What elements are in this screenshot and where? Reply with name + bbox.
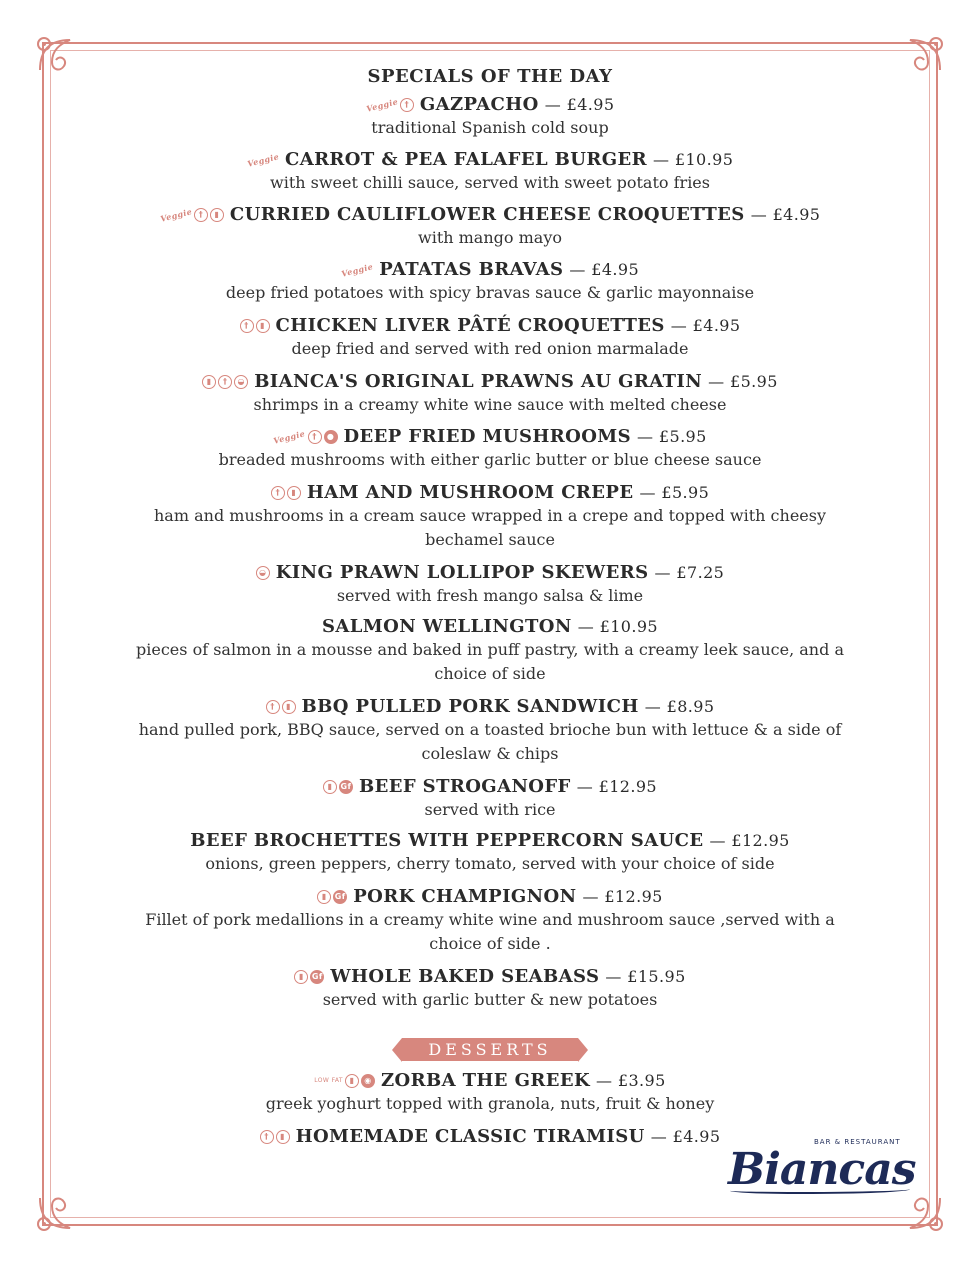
ornament-corner-icon [30, 1168, 100, 1238]
dietary-icons [294, 970, 324, 984]
wheat-icon: † [218, 375, 232, 389]
dietary-icons [341, 259, 373, 281]
ornament-corner-icon [880, 30, 950, 100]
milk-icon: ▮ [256, 319, 270, 333]
menu-item-heading [160, 204, 821, 226]
dietary-icons [266, 700, 296, 714]
menu-item [120, 148, 860, 195]
logo-tagline: BAR & RESTAURANT [814, 1138, 901, 1146]
menu-item-name: GAZPACHO [419, 94, 539, 115]
menu-item-description: traditional Spanish cold soup [371, 118, 609, 137]
menu-item-heading [190, 830, 790, 852]
wheat-icon: † [194, 208, 208, 222]
milk-icon: ▮ [323, 780, 337, 794]
milk-icon: ▮ [317, 890, 331, 904]
menu-item [120, 425, 860, 472]
menu-item [120, 1067, 860, 1116]
menu-item [120, 480, 860, 552]
menu-item-heading [271, 482, 709, 504]
menu-item-description: onions, green peppers, cherry tomato, served with your choice of side [205, 854, 775, 873]
menu-item-name: WHOLE BAKED SEABASS [330, 966, 600, 987]
veggie-icon: Veggie [245, 151, 280, 169]
menu-item-name: BIANCA'S ORIGINAL PRAWNS AU GRATIN [254, 371, 703, 392]
menu-item [120, 369, 860, 417]
menu-item-name: HAM AND MUSHROOM CREPE [306, 482, 634, 503]
menu-item-price: — £3.95 [596, 1071, 666, 1090]
menu-item-description: breaded mushrooms with either garlic butter or blue cheese sauce [218, 450, 762, 469]
menu-item-price: — £4.95 [750, 205, 821, 224]
wheat-icon: † [266, 700, 280, 714]
veggie-icon: Veggie [272, 428, 307, 446]
menu-item [120, 616, 860, 686]
wheat-icon: † [240, 319, 254, 333]
veggie-icon: Veggie [158, 206, 193, 224]
crustacean-icon: ◒ [234, 375, 248, 389]
menu-item-price: — £5.95 [639, 483, 710, 502]
menu-item-heading [314, 1070, 665, 1092]
lowfat-icon: LOW FAT [314, 1077, 343, 1084]
menu-item-name: SALMON WELLINGTON [321, 616, 572, 637]
menu-item [120, 830, 860, 876]
milk-icon: ▮ [287, 486, 301, 500]
specials-list [120, 93, 860, 1012]
menu-item-name: CARROT & PEA FALAFEL BURGER [284, 149, 647, 170]
milk-icon: ▮ [282, 700, 296, 714]
nuts-icon: ◉ [361, 1074, 375, 1088]
menu-item [120, 313, 860, 361]
menu-item [120, 694, 860, 766]
menu-item-description: hand pulled pork, BBQ sauce, served on a toasted brioche bun with lettuce & a side of coleslaw & chips [138, 720, 842, 763]
dietary-icons [314, 1074, 375, 1088]
menu-item-price: — £12.95 [582, 887, 663, 906]
dietary-icons [317, 890, 347, 904]
dietary-icons [202, 375, 248, 389]
dietary-icons [247, 149, 279, 171]
menu-item-description: greek yoghurt topped with granola, nuts, fruit & honey [265, 1094, 715, 1113]
menu-item-price: — £4.95 [650, 1127, 721, 1146]
menu-item-description: served with garlic butter & new potatoes [322, 990, 658, 1009]
menu-item-name: KING PRAWN LOLLIPOP SKEWERS [275, 562, 649, 583]
menu-item-price: — £4.95 [569, 260, 640, 279]
dietary-icons [271, 486, 301, 500]
menu-item [120, 258, 860, 305]
dietary-icons [273, 426, 337, 448]
menu-item-price: — £4.95 [670, 316, 741, 335]
menu-item-price: — £4.95 [544, 95, 615, 114]
biancas-logo [728, 1138, 918, 1198]
menu-item [120, 964, 860, 1012]
menu-item-heading [266, 696, 715, 718]
wheat-icon: † [400, 98, 414, 112]
menu-item-name: CURRIED CAULIFLOWER CHEESE CROQUETTES [229, 204, 745, 225]
menu-item-heading [256, 562, 725, 584]
menu-item-heading [294, 966, 685, 988]
menu-item [120, 203, 860, 250]
menu-item-name: DEEP FRIED MUSHROOMS [343, 426, 632, 447]
veggie-icon: Veggie [340, 261, 374, 279]
menu-item-description: Fillet of pork medallions in a creamy white wine and mushroom sauce ,served with a choice of side . [145, 910, 835, 953]
milk-icon: ▮ [202, 375, 216, 389]
menu-item [120, 93, 860, 140]
menu-item-price: — £12.95 [576, 777, 658, 796]
menu-item-name: HOMEMADE CLASSIC TIRAMISU [295, 1126, 645, 1147]
desserts-list [120, 1067, 860, 1148]
menu-item-heading [341, 259, 639, 281]
menu-item-description: with mango mayo [418, 228, 562, 247]
dietary-icons [366, 94, 414, 116]
menu-item-description: ham and mushrooms in a cream sauce wrapped in a crepe and topped with cheesy bechamel sauce [154, 506, 826, 549]
menu-item-price: — £8.95 [644, 697, 715, 716]
menu-item-price: — £5.95 [637, 427, 707, 446]
menu-item-heading [322, 616, 658, 638]
milk-icon: ▮ [210, 208, 224, 222]
menu-item-description: deep fried potatoes with spicy bravas sauce & garlic mayonnaise [225, 283, 755, 302]
menu-item-name: BEEF BROCHETTES WITH PEPPERCORN SAUCE [190, 830, 704, 851]
menu-item-heading [317, 886, 663, 908]
menu-content [120, 66, 860, 1156]
menu-item-description: deep fried and served with red onion marmalade [291, 339, 689, 358]
dietary-icons [256, 566, 270, 580]
veggie-icon: Veggie [364, 96, 399, 114]
wheat-icon: † [260, 1130, 274, 1144]
logo-script: Biancas [728, 1144, 916, 1195]
menu-item [120, 560, 860, 608]
specials-title: SPECIALS OF THE DAY [367, 66, 613, 87]
menu-item-description: served with rice [424, 800, 556, 819]
menu-item-price: — £12.95 [709, 831, 790, 850]
desserts-banner: DESSERTS [402, 1038, 577, 1061]
menu-item-heading [273, 426, 706, 448]
gf-icon: Gf [339, 780, 353, 794]
dietary-icons [260, 1130, 290, 1144]
ornament-corner-icon [30, 30, 100, 100]
wheat-icon: † [308, 430, 322, 444]
gf-icon: Gf [333, 890, 347, 904]
menu-item-price: — £10.95 [653, 150, 734, 169]
gf-icon: Gf [310, 970, 324, 984]
dietary-icons [240, 319, 270, 333]
menu-item-heading [260, 1126, 721, 1148]
menu-item-name: PATATAS BRAVAS [379, 259, 564, 280]
milk-icon: ▮ [345, 1074, 359, 1088]
wheat-icon: † [271, 486, 285, 500]
menu-item-price: — £10.95 [577, 617, 659, 636]
menu-item [120, 884, 860, 956]
menu-item [120, 774, 860, 822]
egg-icon: ● [324, 430, 338, 444]
menu-item-heading [240, 315, 741, 337]
dietary-icons [323, 780, 353, 794]
menu-item-price: — £5.95 [708, 372, 778, 391]
menu-item-description: shrimps in a creamy white wine sauce with melted cheese [253, 395, 727, 414]
menu-item-description: served with fresh mango salsa & lime [336, 586, 644, 605]
milk-icon: ▮ [276, 1130, 290, 1144]
menu-item-name: PORK CHAMPIGNON [353, 886, 577, 907]
menu-item-name: BEEF STROGANOFF [358, 776, 571, 797]
menu-item-heading [323, 776, 657, 798]
menu-item-name: BBQ PULLED PORK SANDWICH [301, 696, 639, 717]
menu-item-description: pieces of salmon in a mousse and baked in puff pastry, with a creamy leek sauce, and a choice of side [136, 640, 844, 683]
menu-item-heading [247, 149, 734, 171]
menu-item-name: ZORBA THE GREEK [380, 1070, 591, 1091]
menu-item-heading [366, 94, 615, 116]
milk-icon: ▮ [294, 970, 308, 984]
menu-item-heading [202, 371, 778, 393]
menu-item-price: — £7.25 [654, 563, 725, 582]
menu-item-description: with sweet chilli sauce, served with sweet potato fries [270, 173, 710, 192]
menu-item-name: CHICKEN LIVER PÂTÉ CROQUETTES [275, 315, 665, 336]
dietary-icons [160, 204, 224, 226]
crustacean-icon: ◒ [256, 566, 270, 580]
menu-item-price: — £15.95 [605, 967, 686, 986]
